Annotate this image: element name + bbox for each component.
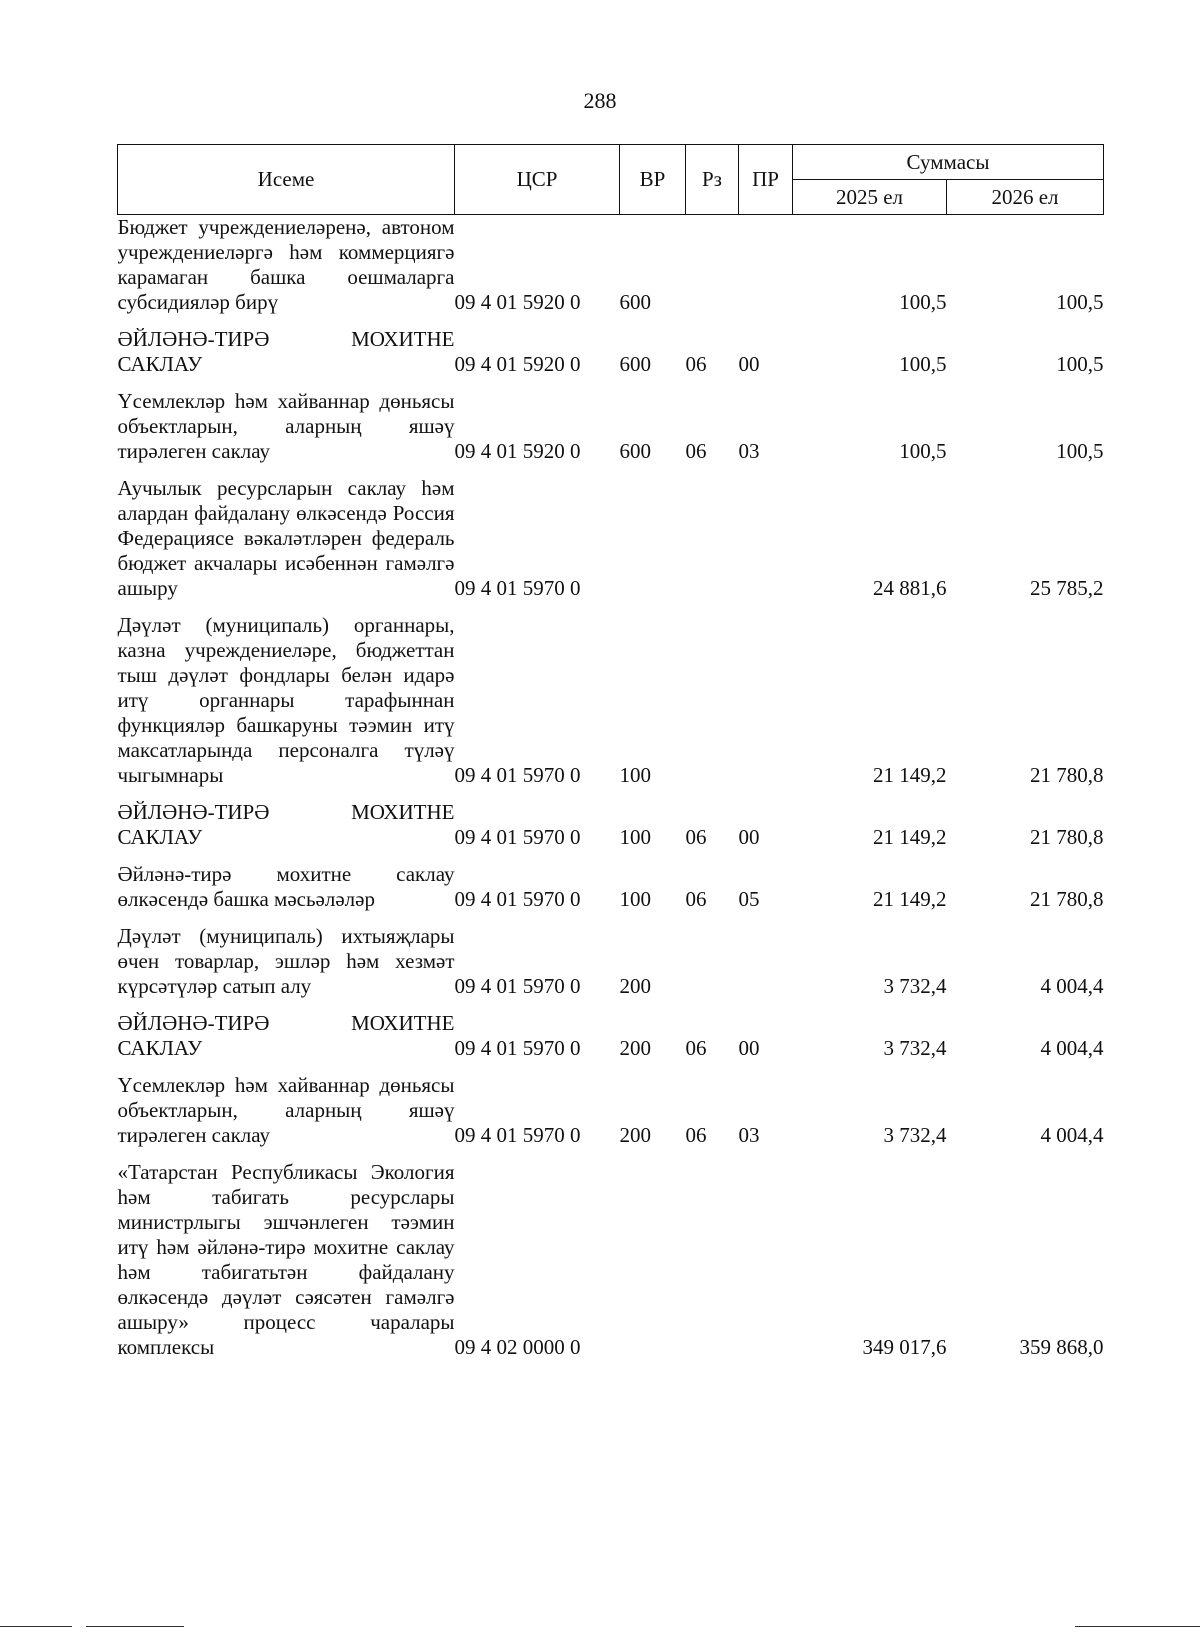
table-body xyxy=(118,215,1104,1361)
page-number: 288 xyxy=(583,88,617,113)
row-csr: 09 4 01 5970 0 xyxy=(454,825,581,849)
row-amount-2025: 21 149,2 xyxy=(873,825,947,849)
row-amount-2025: 100,5 xyxy=(899,439,947,463)
row-amount-2026: 100,5 xyxy=(1056,290,1104,314)
row-amount-2025: 3 732,4 xyxy=(883,974,947,998)
row-vr xyxy=(620,1160,686,1360)
row-csr: 09 4 01 5970 0 xyxy=(454,576,581,600)
row-vr: 100 xyxy=(619,825,651,849)
table-row xyxy=(118,327,1104,377)
row-vr: 100 xyxy=(619,887,651,911)
row-rz: 06 xyxy=(685,825,707,849)
row-name: ӘЙЛӘНӘ-ТИРӘ МОХИТНЕ САКЛАУ xyxy=(117,1011,455,1060)
header-sums: Суммасы xyxy=(793,145,1104,180)
row-pr: 05 xyxy=(738,887,760,911)
row-rz: 06 xyxy=(685,1123,707,1147)
row-pr xyxy=(739,1160,793,1360)
row-csr: 09 4 02 0000 0 xyxy=(454,1335,581,1359)
row-rz: 06 xyxy=(685,887,707,911)
table-header xyxy=(118,145,1104,215)
row-amount-2026: 21 780,8 xyxy=(1030,763,1104,787)
row-spacer xyxy=(118,315,1104,327)
row-name: Аучылык ресурсларын саклау һәм алардан файдалану өлкәсендә Россия Федерациясе вәкаләтләрен федераль бюджет акчалары исәбеннән гамәлгә ашыру xyxy=(117,476,455,600)
row-vr: 200 xyxy=(619,1123,651,1147)
row-vr: 100 xyxy=(619,763,651,787)
row-pr: 03 xyxy=(738,1123,760,1147)
header-2025: 2025 ел xyxy=(793,180,947,215)
row-csr: 09 4 01 5970 0 xyxy=(454,974,581,998)
row-vr: 200 xyxy=(619,1036,651,1060)
row-vr: 200 xyxy=(619,974,651,998)
footer-rule-right xyxy=(1075,1626,1200,1627)
row-amount-2026: 100,5 xyxy=(1056,439,1104,463)
row-name: Әйләнә-тирә мохитне саклау өлкәсендә башка мәсьәләләр xyxy=(117,862,455,911)
row-amount-2025: 100,5 xyxy=(899,290,947,314)
row-pr: 00 xyxy=(738,352,760,376)
row-spacer xyxy=(118,912,1104,924)
row-name: Бюджет учреждениеләренә, автоном учреждениеләргә һәм коммерциягә карамаган башка оешмаларга субсидияләр бирү xyxy=(117,215,455,314)
row-amount-2026: 4 004,4 xyxy=(1040,1123,1104,1147)
row-spacer xyxy=(118,788,1104,800)
budget-table xyxy=(117,144,1104,1360)
row-csr: 09 4 01 5920 0 xyxy=(454,290,581,314)
row-csr: 09 4 01 5970 0 xyxy=(454,887,581,911)
header-2026: 2026 ел xyxy=(947,180,1104,215)
row-rz: 06 xyxy=(685,352,707,376)
row-amount-2026: 25 785,2 xyxy=(1030,576,1104,600)
row-rz xyxy=(686,613,739,788)
row-vr xyxy=(620,476,686,601)
row-vr: 600 xyxy=(619,290,651,314)
row-amount-2025: 21 149,2 xyxy=(873,763,947,787)
row-csr: 09 4 01 5920 0 xyxy=(454,352,581,376)
row-name: «Татарстан Республикасы Экология һәм табигать ресурслары министрлыгы эшчәнлеген тәэмин итү һәм әйләнә-тирә мохитне саклау һәм табигатьтән файдалану өлкәсендә дәүләт сәясәтен гамәлгә ашыру» процесс чаралары комплексы xyxy=(117,1160,455,1359)
header-csr: ЦСР xyxy=(455,145,620,215)
table-row xyxy=(118,800,1104,850)
row-rz: 06 xyxy=(685,1036,707,1060)
table-row xyxy=(118,862,1104,912)
row-amount-2025: 349 017,6 xyxy=(862,1335,947,1359)
row-pr xyxy=(739,924,793,999)
row-pr: 00 xyxy=(738,1036,760,1060)
row-spacer xyxy=(118,601,1104,613)
row-rz xyxy=(686,1160,739,1360)
row-rz xyxy=(686,924,739,999)
row-csr: 09 4 01 5970 0 xyxy=(454,1036,581,1060)
row-vr: 600 xyxy=(619,352,651,376)
row-csr: 09 4 01 5970 0 xyxy=(454,1123,581,1147)
footer-rule-middle xyxy=(86,1626,184,1627)
row-name: ӘЙЛӘНӘ-ТИРӘ МОХИТНЕ САКЛАУ xyxy=(117,800,455,849)
row-amount-2026: 21 780,8 xyxy=(1030,887,1104,911)
row-spacer xyxy=(118,850,1104,862)
header-rz: Рз xyxy=(686,145,739,215)
row-pr: 03 xyxy=(738,439,760,463)
row-pr: 00 xyxy=(738,825,760,849)
row-pr xyxy=(739,476,793,601)
row-spacer xyxy=(118,1061,1104,1073)
row-amount-2026: 4 004,4 xyxy=(1040,1036,1104,1060)
table-row xyxy=(118,215,1104,316)
table-row xyxy=(118,1011,1104,1061)
table-row xyxy=(118,1073,1104,1148)
footer-rule-left xyxy=(0,1626,72,1627)
header-name: Исеме xyxy=(118,145,455,215)
row-rz: 06 xyxy=(685,439,707,463)
row-spacer xyxy=(118,1148,1104,1160)
table-row xyxy=(118,1160,1104,1360)
header-vr: ВР xyxy=(620,145,686,215)
row-pr xyxy=(739,613,793,788)
table-row xyxy=(118,389,1104,464)
row-amount-2026: 4 004,4 xyxy=(1040,974,1104,998)
row-vr: 600 xyxy=(619,439,651,463)
header-pr: ПР xyxy=(739,145,793,215)
table-row xyxy=(118,476,1104,601)
row-name: ӘЙЛӘНӘ-ТИРӘ МОХИТНЕ САКЛАУ xyxy=(117,327,455,376)
row-amount-2025: 3 732,4 xyxy=(883,1036,947,1060)
row-name: Дәүләт (муниципаль) ихтыяҗлары өчен товарлар, эшләр һәм хезмәт күрсәтүләр сатып алу xyxy=(117,924,455,998)
row-amount-2026: 359 868,0 xyxy=(1019,1335,1104,1359)
row-csr: 09 4 01 5970 0 xyxy=(454,763,581,787)
row-name: Үсемлекләр һәм хайваннар дөньясы объектларын, аларның яшәү тирәлеген саклау xyxy=(117,1073,455,1147)
row-amount-2025: 21 149,2 xyxy=(873,887,947,911)
row-spacer xyxy=(118,464,1104,476)
table-row xyxy=(118,924,1104,999)
row-amount-2025: 3 732,4 xyxy=(883,1123,947,1147)
table-row xyxy=(118,613,1104,788)
row-rz xyxy=(686,476,739,601)
row-amount-2025: 24 881,6 xyxy=(873,576,947,600)
row-name: Үсемлекләр һәм хайваннар дөньясы объектларын, аларның яшәү тирәлеген саклау xyxy=(117,389,455,463)
row-spacer xyxy=(118,999,1104,1011)
row-name: Дәүләт (муниципаль) органнары, казна учреждениеләре, бюджеттан тыш дәүләт фондлары белән идарә итү органнары тарафыннан функцияләр башкаруны тәэмин итү максатларында персоналга түләү чыгымнары xyxy=(117,613,455,787)
row-rz xyxy=(686,215,739,316)
row-amount-2026: 21 780,8 xyxy=(1030,825,1104,849)
row-spacer xyxy=(118,377,1104,389)
row-amount-2026: 100,5 xyxy=(1056,352,1104,376)
row-csr: 09 4 01 5920 0 xyxy=(454,439,581,463)
row-amount-2025: 100,5 xyxy=(899,352,947,376)
row-pr xyxy=(739,215,793,316)
